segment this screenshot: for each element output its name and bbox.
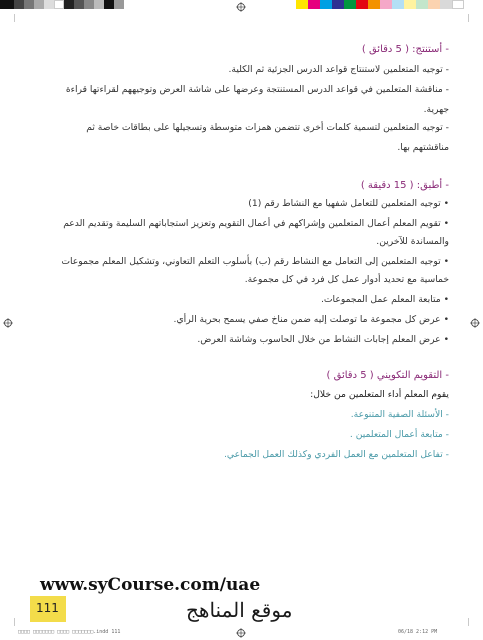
section-heading-apply: - أطبق: ( 15 دقيقة )	[360, 180, 449, 191]
registration-mark-left-icon	[3, 318, 13, 328]
registration-mark-bottom-icon	[236, 628, 246, 638]
print-slug-left: □□□□ □□□□□□□ □□□□ □□□□□□□.indd 111	[18, 629, 121, 635]
site-name-watermark: موقع المناهج	[186, 598, 293, 622]
section2-line: • عرض كل مجموعة ما توصلت إليه ضمن مناخ صفي يسمح بحرية الرأي.	[173, 314, 449, 325]
section3-item: - تفاعل المتعلمين مع العمل الفردي وكذلك العمل الجماعي.	[223, 449, 449, 460]
section3-item: - متابعة أعمال المتعلمين .	[349, 429, 449, 440]
section1-line: مناقشتهم بها.	[397, 142, 449, 153]
section1-line: - توجيه المتعلمين لتسمية كلمات أخرى تتضمن همزات متوسطة وتسجيلها على بطاقات خاصة ثم	[86, 122, 449, 133]
section2-line: • توجيه المتعلمين إلى التعامل مع النشاط رقم (ب) بأسلوب التعلم التعاوني، وتشكيل المعلم مجموعات	[61, 256, 449, 267]
section1-line: جهرية.	[423, 104, 449, 115]
section3-item: - الأسئلة الصفية المتنوعة.	[350, 409, 449, 420]
website-url: www.syCourse.com/uae	[40, 575, 261, 595]
section3-intro: يقوم المعلم أداء المتعلمين من خلال:	[310, 389, 449, 400]
section1-line: - توجيه المتعلمين لاستنتاج قواعد الدرس الجزئية ثم الكلية.	[228, 64, 449, 75]
section2-line: • تقويم المعلم أعمال المتعلمين وإشراكهم في أعمال التقويم وتعزيز استجاباتهم السليمة وتقديم الدعم	[63, 218, 449, 229]
crop-mark	[468, 14, 469, 22]
crop-mark	[468, 618, 469, 626]
print-slug-right: 06/18 2:12 PM	[398, 629, 438, 635]
section2-line: • متابعة المعلم عمل المجموعات.	[320, 294, 449, 305]
section-heading-conclude: - أستنتج: ( 5 دقائق )	[361, 44, 449, 55]
crop-mark	[14, 618, 15, 626]
section2-line: والمساندة للآخرين.	[376, 236, 449, 247]
section-heading-formative-assessment: - التقويم التكويني ( 5 دقائق )	[326, 370, 449, 381]
crop-mark	[14, 14, 15, 22]
section1-line: - مناقشة المتعلمين في قواعد الدرس المستنتجة وعرضها على شاشة العرض وتوجيههم لقراءتها قراءة	[65, 84, 449, 95]
section2-line: خماسية مع تحديد أدوار عمل كل فرد في كل مجموعة.	[244, 274, 449, 285]
page-number: 111	[36, 601, 59, 615]
section2-line: • عرض المعلم إجابات النشاط من خلال الحاسوب وشاشة العرض.	[197, 334, 449, 345]
section2-line: • توجيه المتعلمين للتعامل شفهيا مع النشاط رقم (1)	[248, 198, 449, 209]
registration-mark-top-icon	[236, 2, 246, 12]
registration-mark-right-icon	[470, 318, 480, 328]
